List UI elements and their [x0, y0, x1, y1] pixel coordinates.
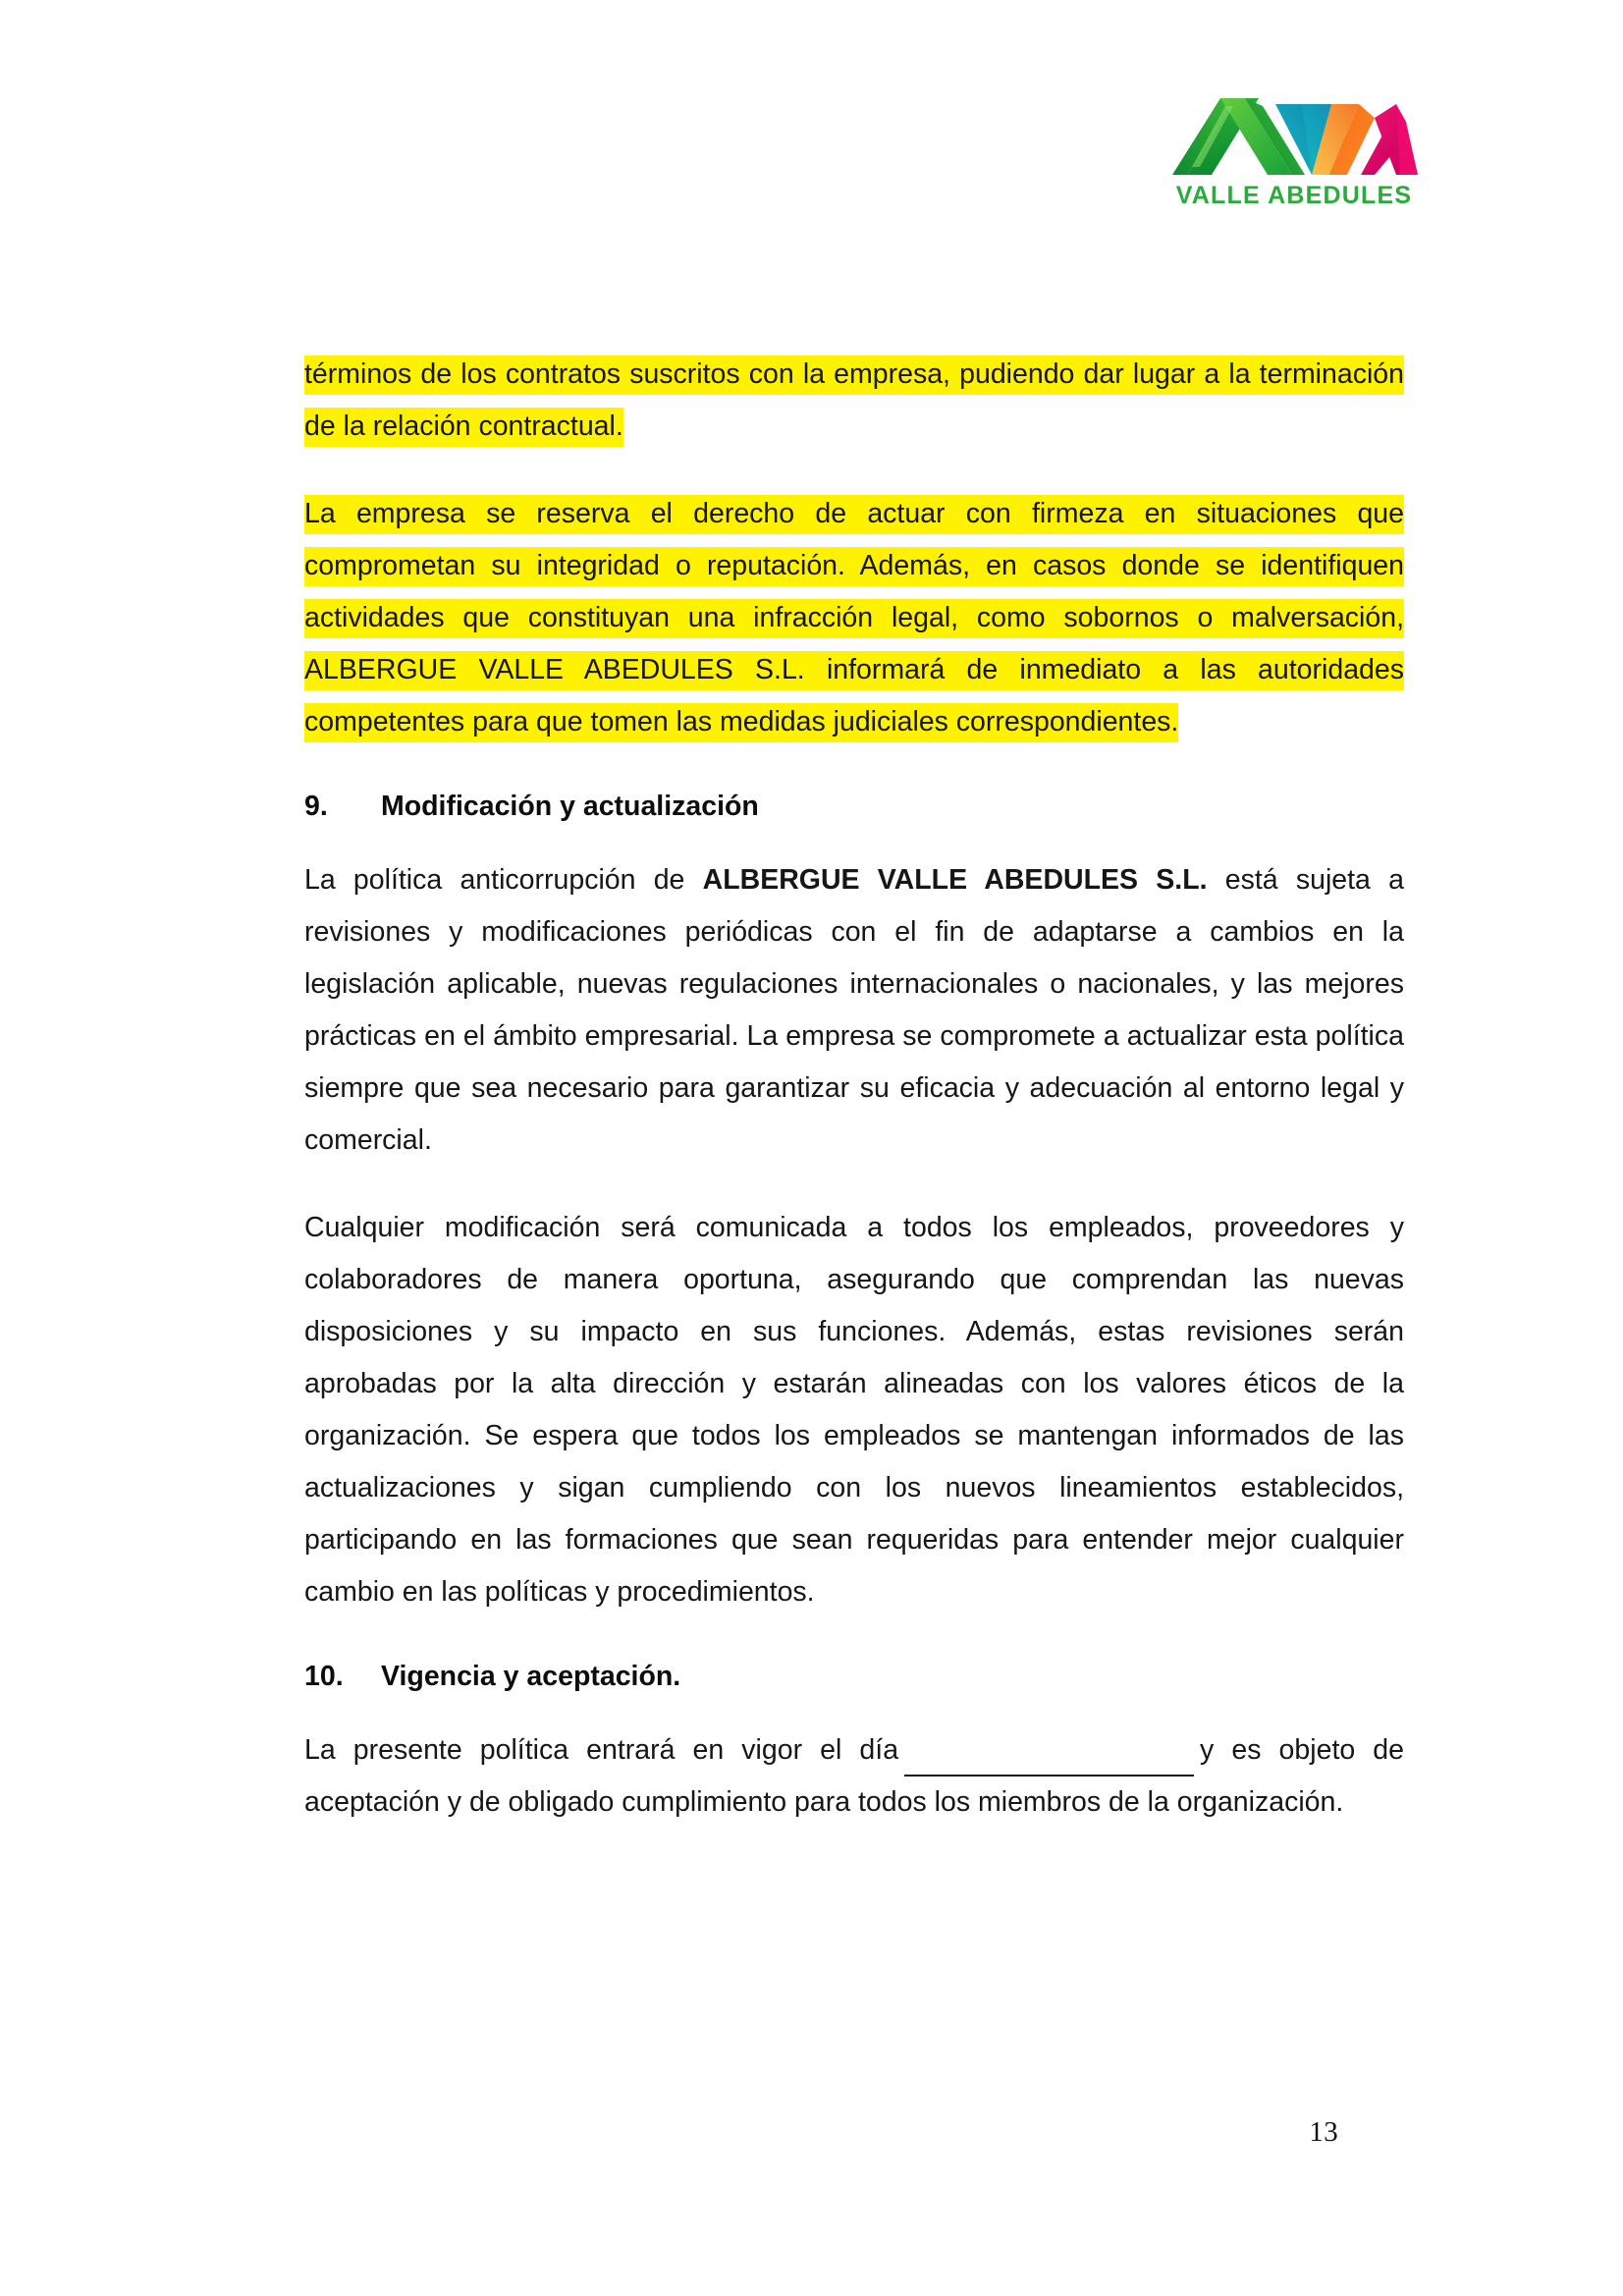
section-10-paragraph [304, 1724, 1404, 1829]
document-body [304, 349, 1404, 1829]
company-name-bold: ALBERGUE VALLE ABEDULES S.L. [702, 864, 1208, 896]
section-10-number: 10. [304, 1661, 344, 1692]
effective-date-lead-text: La presente política entrará en vigor el día [304, 1734, 899, 1766]
section-9-paragraph-1 [304, 854, 1404, 1167]
section-9-heading [304, 784, 1404, 829]
valle-abedules-logo-icon [1164, 77, 1425, 180]
section-9-number: 9. [304, 791, 328, 822]
effective-date-tail-text: y es objeto de aceptación y de obligado cumplimiento para todos los miembros de la organización. [304, 1734, 1404, 1818]
page-footer [0, 2070, 1623, 2296]
page-header [1147, 77, 1441, 224]
paragraph-text-lead: La política anticorrupción de [304, 864, 703, 896]
effective-date-blank-field[interactable] [904, 1753, 1194, 1777]
section-9-paragraph-2: Cualquier modificación será comunicada a todos los empleados, proveedores y colaboradores de manera oportuna, asegurando que comprendan las nuevas disposiciones y su impacto en sus funciones. Además, estas revisiones serán aprobadas por la alta dirección y estarán alineadas con los valores éticos de la organización. Se espera que todos los empleados se mantengan informados de las actualizaciones y sigan cumpliendo con los nuevos lineamientos establecidos, participando en las formaciones que sean requeridas para entender mejor cualquier cambio en las políticas y procedimientos. [304, 1212, 1404, 1608]
section-10-heading [304, 1654, 1404, 1699]
highlighted-paragraph-1 [304, 349, 1404, 453]
highlighted-paragraph-2 [304, 488, 1404, 748]
brand-wordmark: VALLE ABEDULES [1175, 182, 1413, 209]
logo-container [1147, 77, 1441, 210]
section-9-title: Modificación y actualización [381, 791, 759, 822]
highlight-span: La empresa se reserva el derecho de actuar con firmeza en situaciones que comprometan su integridad o reputación. Además, en casos donde se identifiquen actividades que constituyan una infracción legal, como sobornos o malversación, ALBERGUE VALLE ABEDULES S.L. informará de inmediato a las autoridades competentes para que tomen las medidas judiciales correspondientes. [304, 495, 1404, 742]
page-number: 13 [1309, 2116, 1338, 2148]
paragraph-text-tail: está sujeta a revisiones y modificaciones periódicas con el fin de adaptarse a cambios en la legislación aplicable, nuevas regulaciones internacionales o nacionales, y las mejores prácticas en el ámbito empresarial. La empresa se compromete a actualizar esta política siempre que sea necesario para garantizar su eficacia y adecuación al entorno legal y comercial. [304, 864, 1404, 1156]
section-10-title: Vigencia y aceptación. [381, 1661, 681, 1692]
highlight-span: términos de los contratos suscritos con la empresa, pudiendo dar lugar a la terminación de la relación contractual. [304, 355, 1404, 447]
